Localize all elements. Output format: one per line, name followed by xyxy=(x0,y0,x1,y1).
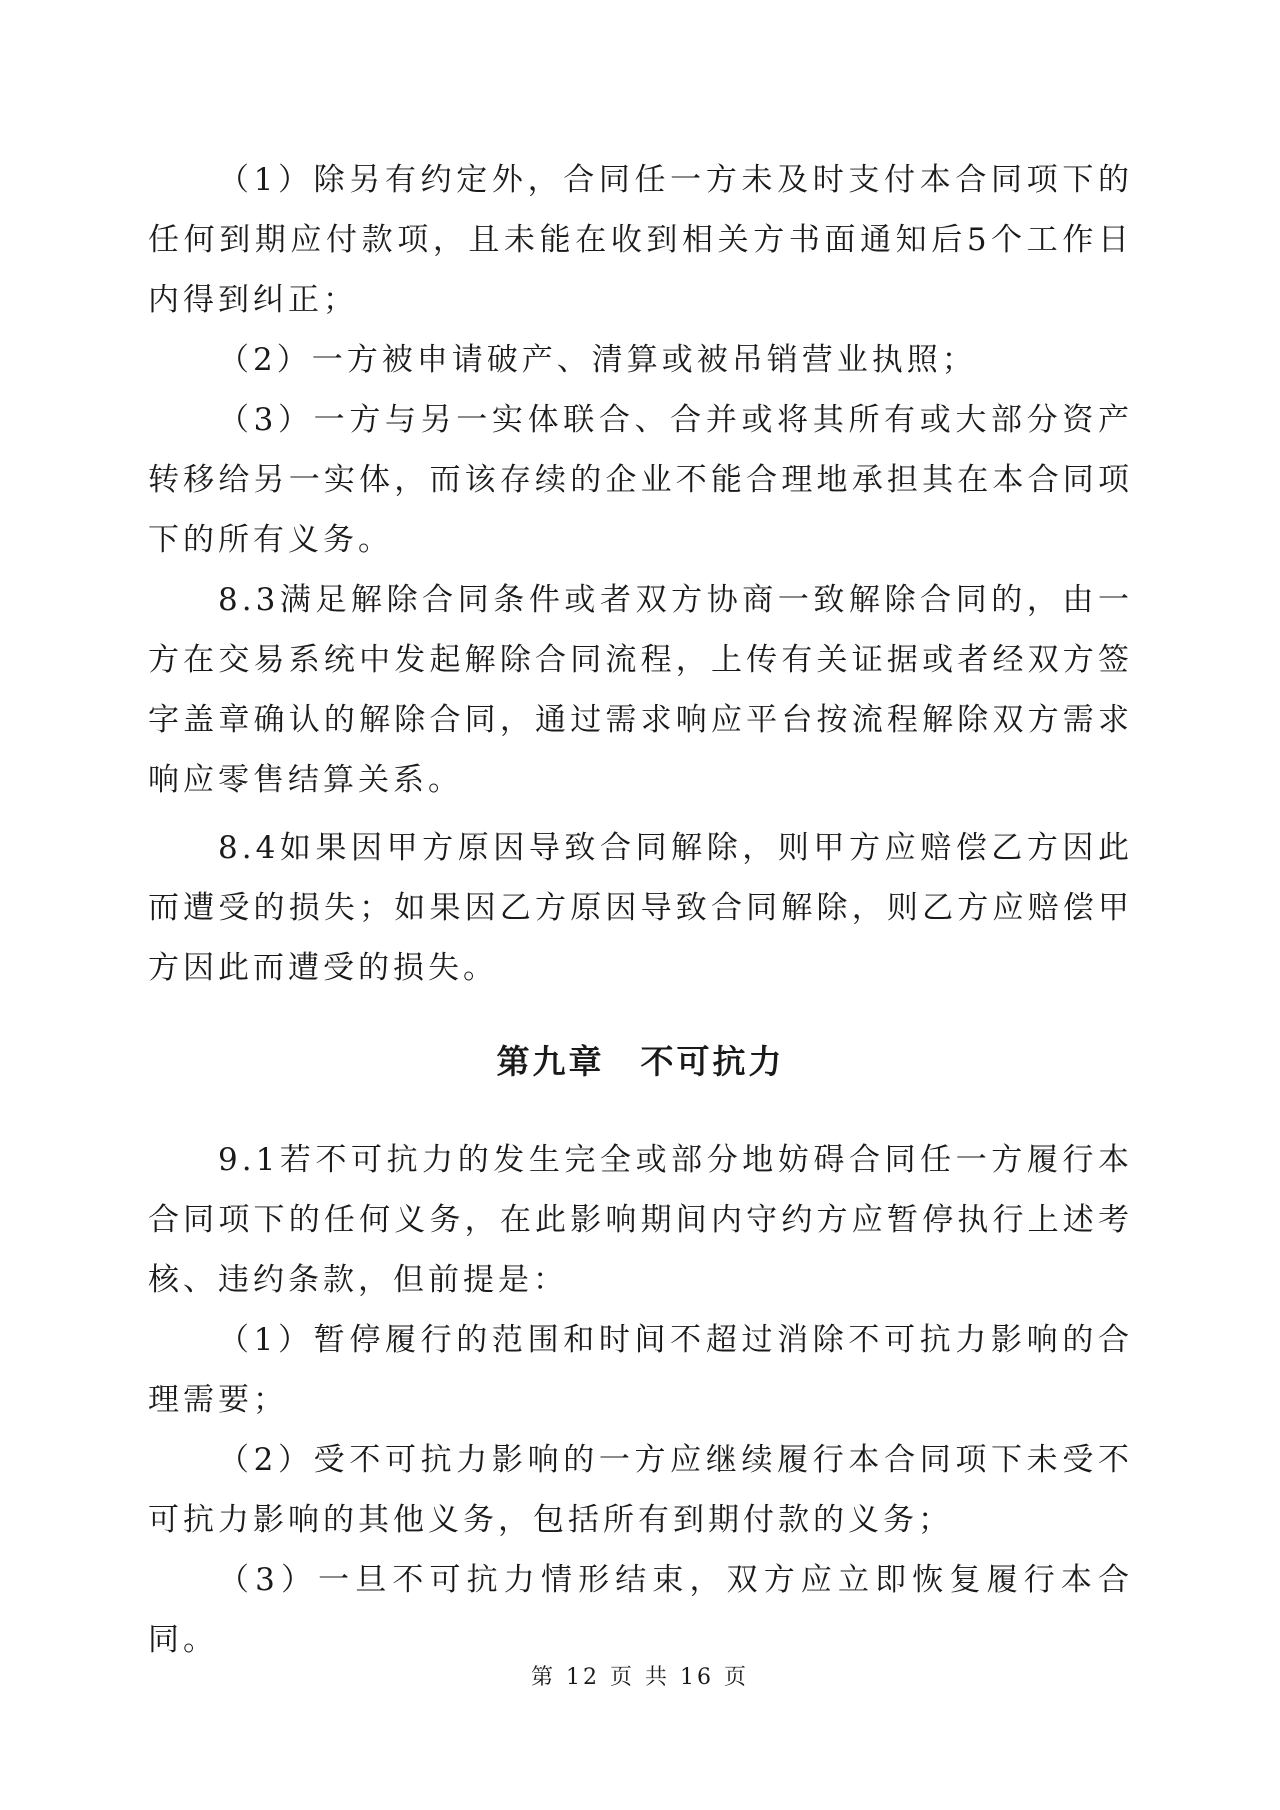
paragraph-8-4: 8.4如果因甲方原因导致合同解除，则甲方应赔偿乙方因此而遭受的损失；如果因乙方原因导致合同解除，则乙方应赔偿甲方因此而遭受的损失。 xyxy=(148,830,1133,986)
paragraph-clause-2: （2）一方被申请破产、清算或被吊销营业执照； xyxy=(218,342,977,378)
page-footer: 第 12 页 共 16 页 xyxy=(531,1665,749,1690)
document-body xyxy=(148,150,1133,1670)
paragraph-9-1-clause-1: （1）暂停履行的范围和时间不超过消除不可抗力影响的合理需要； xyxy=(148,1322,1133,1418)
chapter-heading: 第九章 不可抗力 xyxy=(496,1042,785,1081)
paragraph-clause-3: （3）一方与另一实体联合、合并或将其所有或大部分资产转移给另一实体，而该存续的企业不能合理地承担其在本合同项下的所有义务。 xyxy=(148,402,1133,558)
paragraph-clause-1: （1）除另有约定外，合同任一方未及时支付本合同项下的任何到期应付款项，且未能在收到相关方书面通知后5个工作日内得到纠正； xyxy=(148,162,1133,318)
paragraph-9-1-clause-3: （3）一旦不可抗力情形结束，双方应立即恢复履行本合同。 xyxy=(148,1562,1133,1658)
paragraph-8-3: 8.3满足解除合同条件或者双方协商一致解除合同的，由一方在交易系统中发起解除合同流程，上传有关证据或者经双方签字盖章确认的解除合同，通过需求响应平台按流程解除双方需求响应零售结算关系。 xyxy=(148,582,1133,798)
paragraph-9-1-clause-2: （2）受不可抗力影响的一方应继续履行本合同项下未受不可抗力影响的其他义务，包括所有到期付款的义务； xyxy=(148,1442,1133,1538)
paragraph-9-1: 9.1若不可抗力的发生完全或部分地妨碍合同任一方履行本合同项下的任何义务，在此影响期间内守约方应暂停执行上述考核、违约条款，但前提是： xyxy=(148,1142,1133,1298)
